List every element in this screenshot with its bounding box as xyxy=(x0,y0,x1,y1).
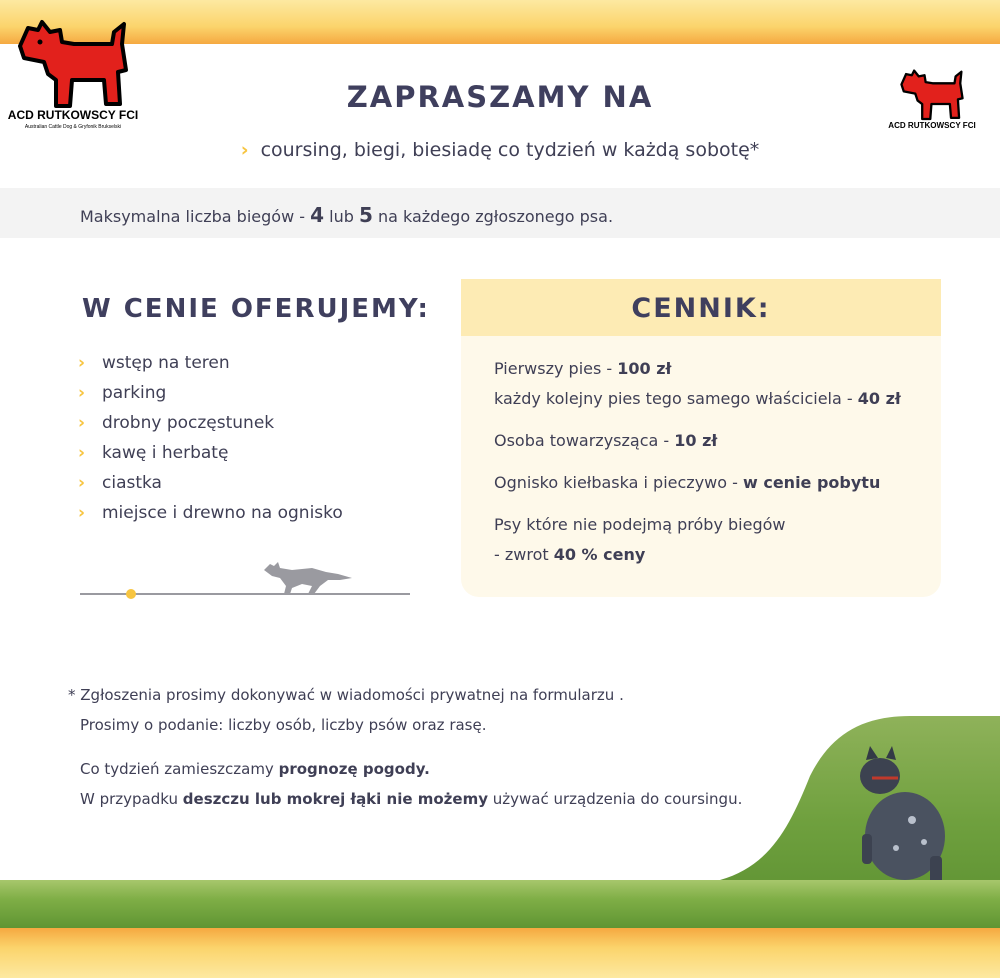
price-bonfire xyxy=(494,473,880,492)
chevron-right-icon: › xyxy=(78,473,86,493)
price-label: Psy które nie podejmą próby biegów xyxy=(494,515,786,534)
price-first-dog xyxy=(494,359,671,378)
acd-rutkowscy-logo xyxy=(7,14,139,132)
chevron-right-icon: › xyxy=(78,413,86,433)
footer-text: Co tydzień zamieszczamy xyxy=(80,760,279,778)
info-number-1: 4 xyxy=(310,203,325,227)
offer-list xyxy=(78,348,343,528)
price-value: 40 % ceny xyxy=(553,545,646,564)
top-decor-band xyxy=(0,0,1000,44)
footer-text: W przypadku xyxy=(80,790,183,808)
grass-strip xyxy=(0,880,1000,928)
list-item xyxy=(78,438,343,468)
footer-text: używać urządzenia do coursingu. xyxy=(488,790,743,808)
price-label: Pierwszy pies - xyxy=(494,359,618,378)
offer-title: W CENIE OFERUJEMY: xyxy=(82,294,430,324)
price-label: Osoba towarzysząca - xyxy=(494,431,675,450)
list-item-label: miejsce i drewno na ognisko xyxy=(102,503,343,523)
info-mid: lub xyxy=(324,207,359,226)
price-title: CENNIK: xyxy=(461,279,941,336)
price-card xyxy=(461,279,941,597)
list-item-label: kawę i herbatę xyxy=(102,443,229,463)
chevron-right-icon: › xyxy=(78,503,86,523)
price-value: 40 zł xyxy=(857,389,901,408)
footer-note-2: Prosimy o podanie: liczby osób, liczby psów oraz rasę. xyxy=(80,716,487,734)
list-item-label: wstęp na teren xyxy=(102,353,230,373)
price-label: Ognisko kiełbaska i pieczywo - xyxy=(494,473,743,492)
subtitle-text: coursing, biegi, biesiadę co tydzień w każdą sobotę* xyxy=(260,139,760,161)
chevron-right-icon: › xyxy=(78,383,86,403)
max-runs-info xyxy=(80,203,613,227)
chevron-right-icon: › xyxy=(78,443,86,463)
page-title: ZAPRASZAMY NA xyxy=(346,80,654,114)
price-next-dog xyxy=(494,389,901,408)
page-subtitle xyxy=(0,139,1000,161)
info-prefix: Maksymalna liczba biegów - xyxy=(80,207,311,226)
footer-bold: prognozę pogody. xyxy=(278,760,430,778)
info-number-2: 5 xyxy=(358,203,373,227)
price-refund-note xyxy=(494,515,785,534)
price-label: - zwrot xyxy=(494,545,554,564)
price-refund xyxy=(494,545,645,564)
price-value: w cenie pobytu xyxy=(742,473,881,492)
list-item-label: drobny poczęstunek xyxy=(102,413,275,433)
price-companion xyxy=(494,431,717,450)
list-item xyxy=(78,408,343,438)
price-value: 10 zł xyxy=(674,431,718,450)
info-suffix: na każdego zgłoszonego psa. xyxy=(372,207,614,226)
list-item-label: parking xyxy=(102,383,167,403)
list-item xyxy=(78,348,343,378)
logo-subtext: Australian Cattle Dog & Gryfonik Brukselski xyxy=(24,124,122,130)
track-dot xyxy=(126,589,136,599)
footer-note-1: * Zgłoszenia prosimy dokonywać w wiadomości prywatnej na formularzu . xyxy=(68,686,624,704)
logo-text: ACD RUTKOWSCY FCI xyxy=(7,108,139,122)
chevron-right-icon: › xyxy=(78,353,86,373)
running-dog-icon xyxy=(262,558,354,596)
footer-bold: deszczu lub mokrej łąki nie możemy xyxy=(182,790,488,808)
list-item xyxy=(78,498,343,528)
price-label: każdy kolejny pies tego samego właściciela - xyxy=(494,389,858,408)
logo-small-text: ACD RUTKOWSCY FCI xyxy=(888,121,976,131)
list-item-label: ciastka xyxy=(102,473,162,493)
price-value: 100 zł xyxy=(617,359,672,378)
chevron-right-icon: › xyxy=(240,139,249,161)
list-item xyxy=(78,378,343,408)
list-item xyxy=(78,468,343,498)
bottom-decor-band xyxy=(0,928,1000,978)
